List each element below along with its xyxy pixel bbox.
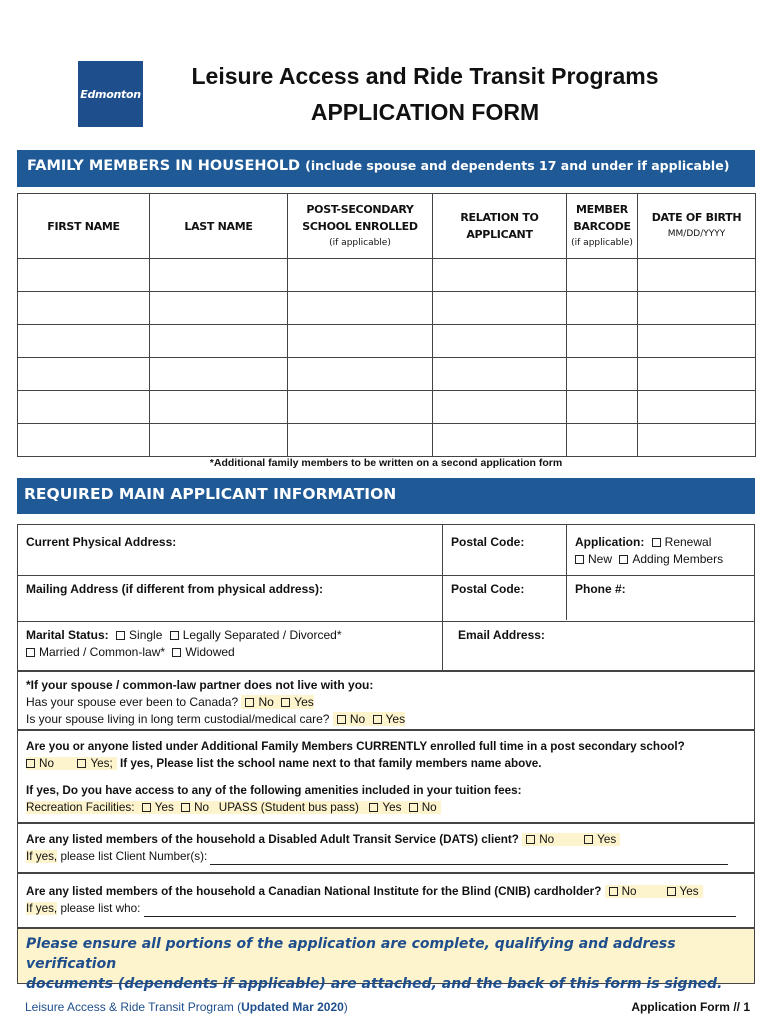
- spouse-q2-yes-checkbox[interactable]: [373, 715, 382, 724]
- table-row: [18, 292, 756, 325]
- upass-no-checkbox[interactable]: [409, 803, 418, 812]
- table-cell-input[interactable]: [18, 325, 150, 358]
- footer-updated: Updated Mar 2020: [241, 1000, 344, 1014]
- family-heading: FAMILY MEMBERS IN HOUSEHOLD: [27, 158, 301, 174]
- column-header: [288, 194, 433, 259]
- column-header: [18, 194, 150, 259]
- column-title: POST-SECONDARY: [306, 202, 414, 216]
- school-question: Are you or anyone listed under Additional Family Members CURRENTLY enrolled full time in a post secondary school?: [26, 740, 685, 753]
- column-title: RELATION TO: [460, 211, 539, 224]
- dats-no: No: [539, 833, 555, 846]
- application-label: Application:: [575, 535, 645, 549]
- table-cell-input[interactable]: [433, 424, 567, 457]
- single-text: Single: [129, 628, 163, 642]
- family-heading-sub: (include spouse and dependents 17 and under if applicable): [305, 158, 730, 173]
- school-block: [17, 730, 755, 823]
- mailing-address-field[interactable]: [26, 581, 436, 598]
- mailing-postal-code-field[interactable]: [451, 581, 524, 598]
- table-cell-input[interactable]: [433, 259, 567, 292]
- table-cell-input[interactable]: [150, 358, 288, 391]
- rec-yes: Yes: [154, 801, 174, 814]
- table-cell-input[interactable]: [288, 259, 433, 292]
- logo-text: Edmonton: [80, 87, 141, 101]
- separated-checkbox[interactable]: [170, 631, 179, 640]
- widowed-text: Widowed: [185, 645, 235, 659]
- mailing-label: Mailing Address (if different from physical address):: [26, 582, 323, 596]
- table-row: [18, 391, 756, 424]
- dats-list-label: please list Client Number(s):: [60, 850, 208, 863]
- upass-label: UPASS (Student bus pass): [218, 801, 359, 814]
- phone-label: Phone #:: [575, 582, 626, 596]
- dats-block: [17, 823, 755, 873]
- family-section-heading: [17, 150, 755, 187]
- email-label: Email Address:: [458, 628, 545, 642]
- table-cell-input[interactable]: [567, 292, 638, 325]
- spouse-q2-no: No: [349, 712, 366, 726]
- rec-no-checkbox[interactable]: [181, 803, 190, 812]
- table-cell-input[interactable]: [150, 325, 288, 358]
- school-yes-checkbox[interactable]: [77, 759, 86, 768]
- spouse-q2-no-checkbox[interactable]: [337, 715, 346, 724]
- table-cell-input[interactable]: [288, 325, 433, 358]
- table-cell-input[interactable]: [638, 358, 756, 391]
- separated-text: Legally Separated / Divorced*: [182, 628, 342, 642]
- column-title: BARCODE: [573, 219, 631, 233]
- table-cell-input[interactable]: [150, 259, 288, 292]
- school-no-checkbox[interactable]: [26, 759, 35, 768]
- table-cell-input[interactable]: [567, 358, 638, 391]
- applicant-info-block: [17, 524, 755, 671]
- upass-yes: Yes: [382, 801, 402, 814]
- table-row: [18, 358, 756, 391]
- spouse-heading: *If your spouse / common-law partner does not live with you:: [26, 678, 374, 692]
- spouse-q1-yes-checkbox[interactable]: [281, 698, 290, 707]
- school-no: No: [39, 757, 54, 770]
- spouse-q1-no-checkbox[interactable]: [245, 698, 254, 707]
- table-cell-input[interactable]: [567, 391, 638, 424]
- spouse-q1-no: No: [258, 695, 274, 709]
- table-cell-input[interactable]: [567, 259, 638, 292]
- footer-program-text: Leisure Access & Ride Transit Program (: [25, 1000, 242, 1014]
- marital-label: Marital Status:: [26, 628, 109, 642]
- email-field[interactable]: [458, 627, 545, 644]
- table-cell-input[interactable]: [150, 424, 288, 457]
- column-subtitle: (if applicable): [329, 237, 391, 248]
- cnib-no-checkbox[interactable]: [609, 887, 618, 896]
- form-title: Leisure Access and Ride Transit Programs: [191, 63, 659, 89]
- form-subtitle: APPLICATION FORM: [310, 99, 540, 125]
- rec-no: No: [194, 801, 210, 814]
- single-checkbox[interactable]: [116, 631, 125, 640]
- notice-line1: Please ensure all portions of the application are complete, qualifying and address verification: [26, 936, 676, 972]
- married-checkbox[interactable]: [26, 648, 35, 657]
- column-subtitle: (if applicable): [571, 237, 633, 248]
- adding-members-text: Adding Members: [632, 552, 724, 566]
- completion-notice: [17, 928, 755, 992]
- upass-no: No: [421, 801, 437, 814]
- table-cell-input[interactable]: [150, 292, 288, 325]
- table-cell-input[interactable]: [18, 358, 150, 391]
- application-type: [575, 534, 755, 568]
- table-cell-input[interactable]: [18, 424, 150, 457]
- column-title: SCHOOL ENROLLED: [302, 219, 418, 233]
- widowed-checkbox[interactable]: [172, 648, 181, 657]
- school-yes: Yes;: [90, 757, 113, 770]
- upass-yes-checkbox[interactable]: [369, 803, 378, 812]
- new-text: New: [588, 552, 613, 566]
- table-cell-input[interactable]: [433, 391, 567, 424]
- table-cell-input[interactable]: [288, 424, 433, 457]
- marital-status: [26, 627, 436, 661]
- column-header: [567, 194, 638, 259]
- table-row: [18, 259, 756, 292]
- footer-page: Application Form // 1: [631, 1000, 750, 1014]
- table-cell-input[interactable]: [638, 391, 756, 424]
- table-cell-input[interactable]: [150, 391, 288, 424]
- table-cell-input[interactable]: [567, 424, 638, 457]
- spouse-q2: Is your spouse living in long term custodial/medical care?: [26, 712, 330, 726]
- tuition-question: If yes, Do you have access to any of the following amenities included in your tuition fees:: [26, 784, 522, 797]
- rec-label: Recreation Facilities:: [26, 801, 135, 814]
- table-cell-input[interactable]: [433, 358, 567, 391]
- dats-ifyes: If yes,: [26, 850, 58, 863]
- table-cell-input[interactable]: [433, 325, 567, 358]
- table-cell-input[interactable]: [638, 259, 756, 292]
- current-address-field[interactable]: [26, 534, 426, 551]
- main-section-heading: REQUIRED MAIN APPLICANT INFORMATION: [17, 478, 755, 514]
- dats-question: Are any listed members of the household a Disabled Adult Transit Service (DATS) client?: [26, 833, 519, 846]
- family-note: *Additional family members to be written on a second application form: [209, 457, 563, 469]
- table-cell-input[interactable]: [638, 292, 756, 325]
- cnib-who-input[interactable]: [144, 906, 736, 917]
- current-address-label: Current Physical Address:: [26, 535, 177, 549]
- cnib-ifyes: If yes,: [26, 902, 58, 915]
- spouse-q2-yes: Yes: [385, 712, 406, 726]
- footer-program: [25, 1000, 348, 1014]
- cnib-block: [17, 873, 755, 928]
- dats-yes-checkbox[interactable]: [584, 835, 593, 844]
- city-logo: [78, 61, 143, 127]
- table-row: [18, 325, 756, 358]
- table-cell-input[interactable]: [18, 391, 150, 424]
- rec-yes-checkbox[interactable]: [142, 803, 151, 812]
- column-header: [433, 194, 567, 259]
- family-members-table: [17, 193, 756, 457]
- notice-line2: documents (dependents if applicable) are attached, and the back of this form is signed.: [26, 976, 723, 992]
- married-text: Married / Common-law*: [39, 645, 166, 659]
- table-cell-input[interactable]: [567, 325, 638, 358]
- cnib-yes-checkbox[interactable]: [667, 887, 676, 896]
- cnib-no: No: [621, 885, 637, 898]
- spouse-block: [17, 671, 755, 730]
- table-cell-input[interactable]: [18, 259, 150, 292]
- column-title: DATE OF BIRTH: [651, 211, 742, 224]
- spouse-q1: Has your spouse ever been to Canada?: [26, 695, 239, 709]
- phone-field[interactable]: [575, 581, 626, 598]
- dats-yes: Yes: [597, 833, 617, 846]
- cnib-list-label: please list who:: [60, 902, 141, 915]
- table-cell-input[interactable]: [288, 391, 433, 424]
- table-cell-input[interactable]: [18, 292, 150, 325]
- cnib-question: Are any listed members of the household a Canadian National Institute for the Blind (CNIB) cardholder?: [26, 885, 602, 898]
- table-cell-input[interactable]: [638, 424, 756, 457]
- dats-no-checkbox[interactable]: [526, 835, 535, 844]
- postal-code-label: Postal Code:: [451, 535, 525, 549]
- dats-client-number-input[interactable]: [210, 854, 728, 865]
- table-cell-input[interactable]: [433, 292, 567, 325]
- column-title: LAST NAME: [184, 219, 253, 233]
- column-header: [638, 194, 756, 259]
- postal-code-field[interactable]: [451, 534, 524, 551]
- postal-code-label-2: Postal Code:: [451, 582, 525, 596]
- table-cell-input[interactable]: [288, 292, 433, 325]
- footer-close: ): [343, 1000, 348, 1014]
- renewal-checkbox[interactable]: [652, 538, 661, 547]
- cnib-yes: Yes: [679, 885, 699, 898]
- column-title: APPLICANT: [466, 228, 533, 241]
- table-row: [18, 424, 756, 457]
- school-instruction: If yes, Please list the school name next to that family members name above.: [120, 757, 542, 770]
- spouse-q1-yes: Yes: [294, 695, 314, 709]
- column-subtitle: MM/DD/YYYY: [667, 229, 726, 239]
- column-title: MEMBER: [576, 202, 628, 216]
- table-cell-input[interactable]: [288, 358, 433, 391]
- adding-members-checkbox[interactable]: [619, 555, 628, 564]
- new-checkbox[interactable]: [575, 555, 584, 564]
- column-header: [150, 194, 288, 259]
- renewal-text: Renewal: [664, 535, 712, 549]
- column-title: FIRST NAME: [47, 219, 120, 233]
- table-cell-input[interactable]: [638, 325, 756, 358]
